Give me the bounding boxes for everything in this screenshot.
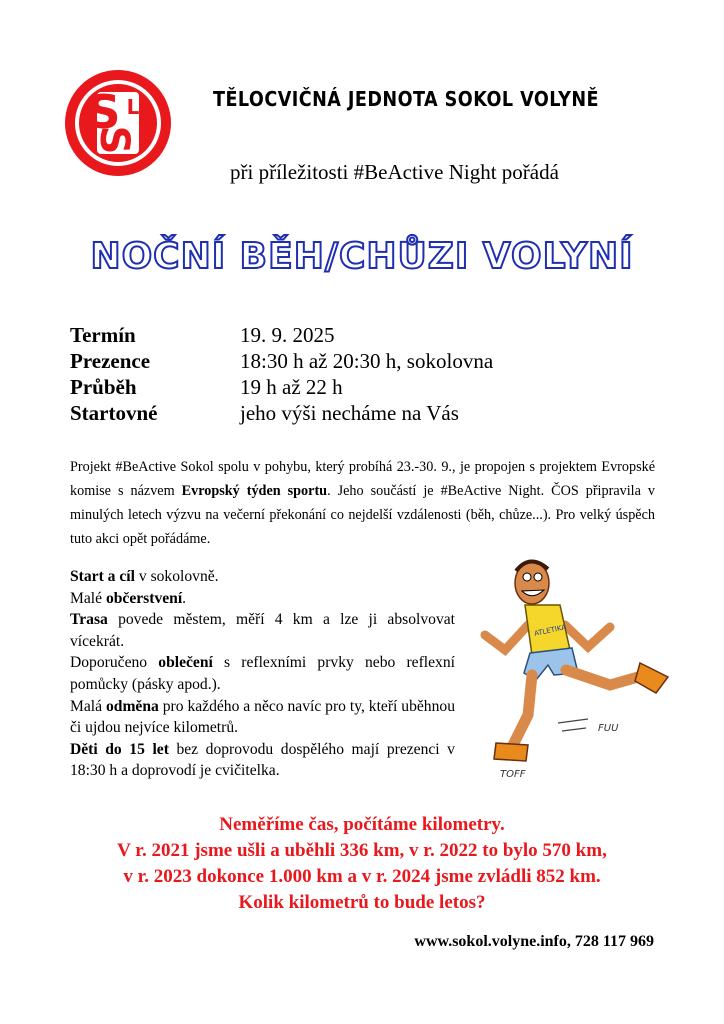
highlight-line: Kolik kilometrů to bude letos? xyxy=(238,892,486,913)
runner-illustration xyxy=(470,555,675,785)
item-text: povede městem, měří 4 km a lze ji absolvovat vícekrát. xyxy=(70,611,455,650)
svg-text:S: S xyxy=(91,125,137,155)
detail-row xyxy=(70,348,493,374)
project-paragraph xyxy=(70,455,655,551)
item-bold: odměna xyxy=(105,697,159,715)
highlight-line: V r. 2021 jsme ušli a uběhli 336 km, v r. 2022 to bylo 570 km, xyxy=(117,840,607,861)
svg-text:S: S xyxy=(87,85,121,139)
item-text: s reflexními prvky nebo reflexní pomůcky (pásky apod.). xyxy=(70,654,455,693)
sound-text: FUU xyxy=(598,723,619,734)
contact-info[interactable]: www.sokol.volyne.info, 728 117 969 xyxy=(414,933,654,950)
event-details xyxy=(70,322,493,426)
item-bold: oblečení xyxy=(158,654,213,672)
highlight-line: v r. 2023 dokonce 1.000 km a v r. 2024 jsme zvládli 852 km. xyxy=(123,866,601,887)
artist-signature: TOFF xyxy=(500,769,526,780)
detail-label: Startovné xyxy=(70,401,158,425)
list-item xyxy=(70,609,455,652)
item-text: Malé xyxy=(70,589,106,607)
list-item xyxy=(70,739,455,782)
item-text: Malá xyxy=(70,697,106,715)
shirt-text: ATLETIKA xyxy=(533,623,567,638)
event-title: NOČNÍ BĚH/CHŮZI VOLYNÍ xyxy=(90,236,634,277)
paragraph-text: Projekt #BeActive Sokol spolu v pohybu, který probíhá 23.-30. 9., je propojen s projektem Evropské komise s názvem xyxy=(70,459,655,499)
item-text: pro každého a něco navíc pro ty, kteří uběhnou či ujdou nejvíce kilometrů. xyxy=(70,697,455,737)
item-bold: občerstvení xyxy=(105,589,183,607)
item-text: v sokolovně. xyxy=(134,568,219,585)
list-item xyxy=(70,588,455,610)
item-text: . xyxy=(182,589,187,607)
detail-row xyxy=(70,322,493,348)
organization-name: TĚLOCVIČNÁ JEDNOTA SOKOL VOLYNĚ xyxy=(213,87,599,111)
item-bold: Děti do 15 let xyxy=(70,740,169,758)
detail-row xyxy=(70,374,493,400)
detail-value: jeho výši necháme na Vás xyxy=(240,401,459,425)
event-info-list xyxy=(70,566,455,782)
highlight-line: Neměříme čas, počítáme kilometry. xyxy=(219,814,505,835)
detail-label: Termín xyxy=(70,323,136,347)
sokol-logo xyxy=(63,68,173,178)
detail-row xyxy=(70,400,493,426)
kilometers-highlight xyxy=(0,812,724,916)
list-item xyxy=(70,566,455,588)
item-text: Doporučeno xyxy=(70,654,159,672)
detail-label: Průběh xyxy=(70,375,137,399)
list-item xyxy=(70,696,455,739)
subtitle: při příležitosti #BeActive Night pořádá xyxy=(230,160,559,184)
list-item xyxy=(70,652,455,695)
detail-label: Prezence xyxy=(70,349,151,373)
detail-value: 19 h až 22 h xyxy=(240,375,343,399)
paragraph-bold: Evropský týden sportu xyxy=(181,483,328,499)
paragraph-text: . Jeho součástí je #BeActive Night. ČOS připravila v minulých letech výzvu na večerní překonání co nejdelší vzdálenosti (běh, chůze...). Pro velký úspěch tuto akci opět pořádáme. xyxy=(70,483,655,547)
detail-value: 19. 9. 2025 xyxy=(240,323,335,347)
svg-text:L: L xyxy=(126,95,140,119)
item-text: bez doprovodu dospělého mají prezenci v 18:30 h a doprovodí je cvičitelka. xyxy=(70,740,455,780)
item-bold: Start a cíl xyxy=(70,568,135,585)
item-bold: Trasa xyxy=(70,611,108,629)
detail-value: 18:30 h až 20:30 h, sokolovna xyxy=(240,349,494,373)
